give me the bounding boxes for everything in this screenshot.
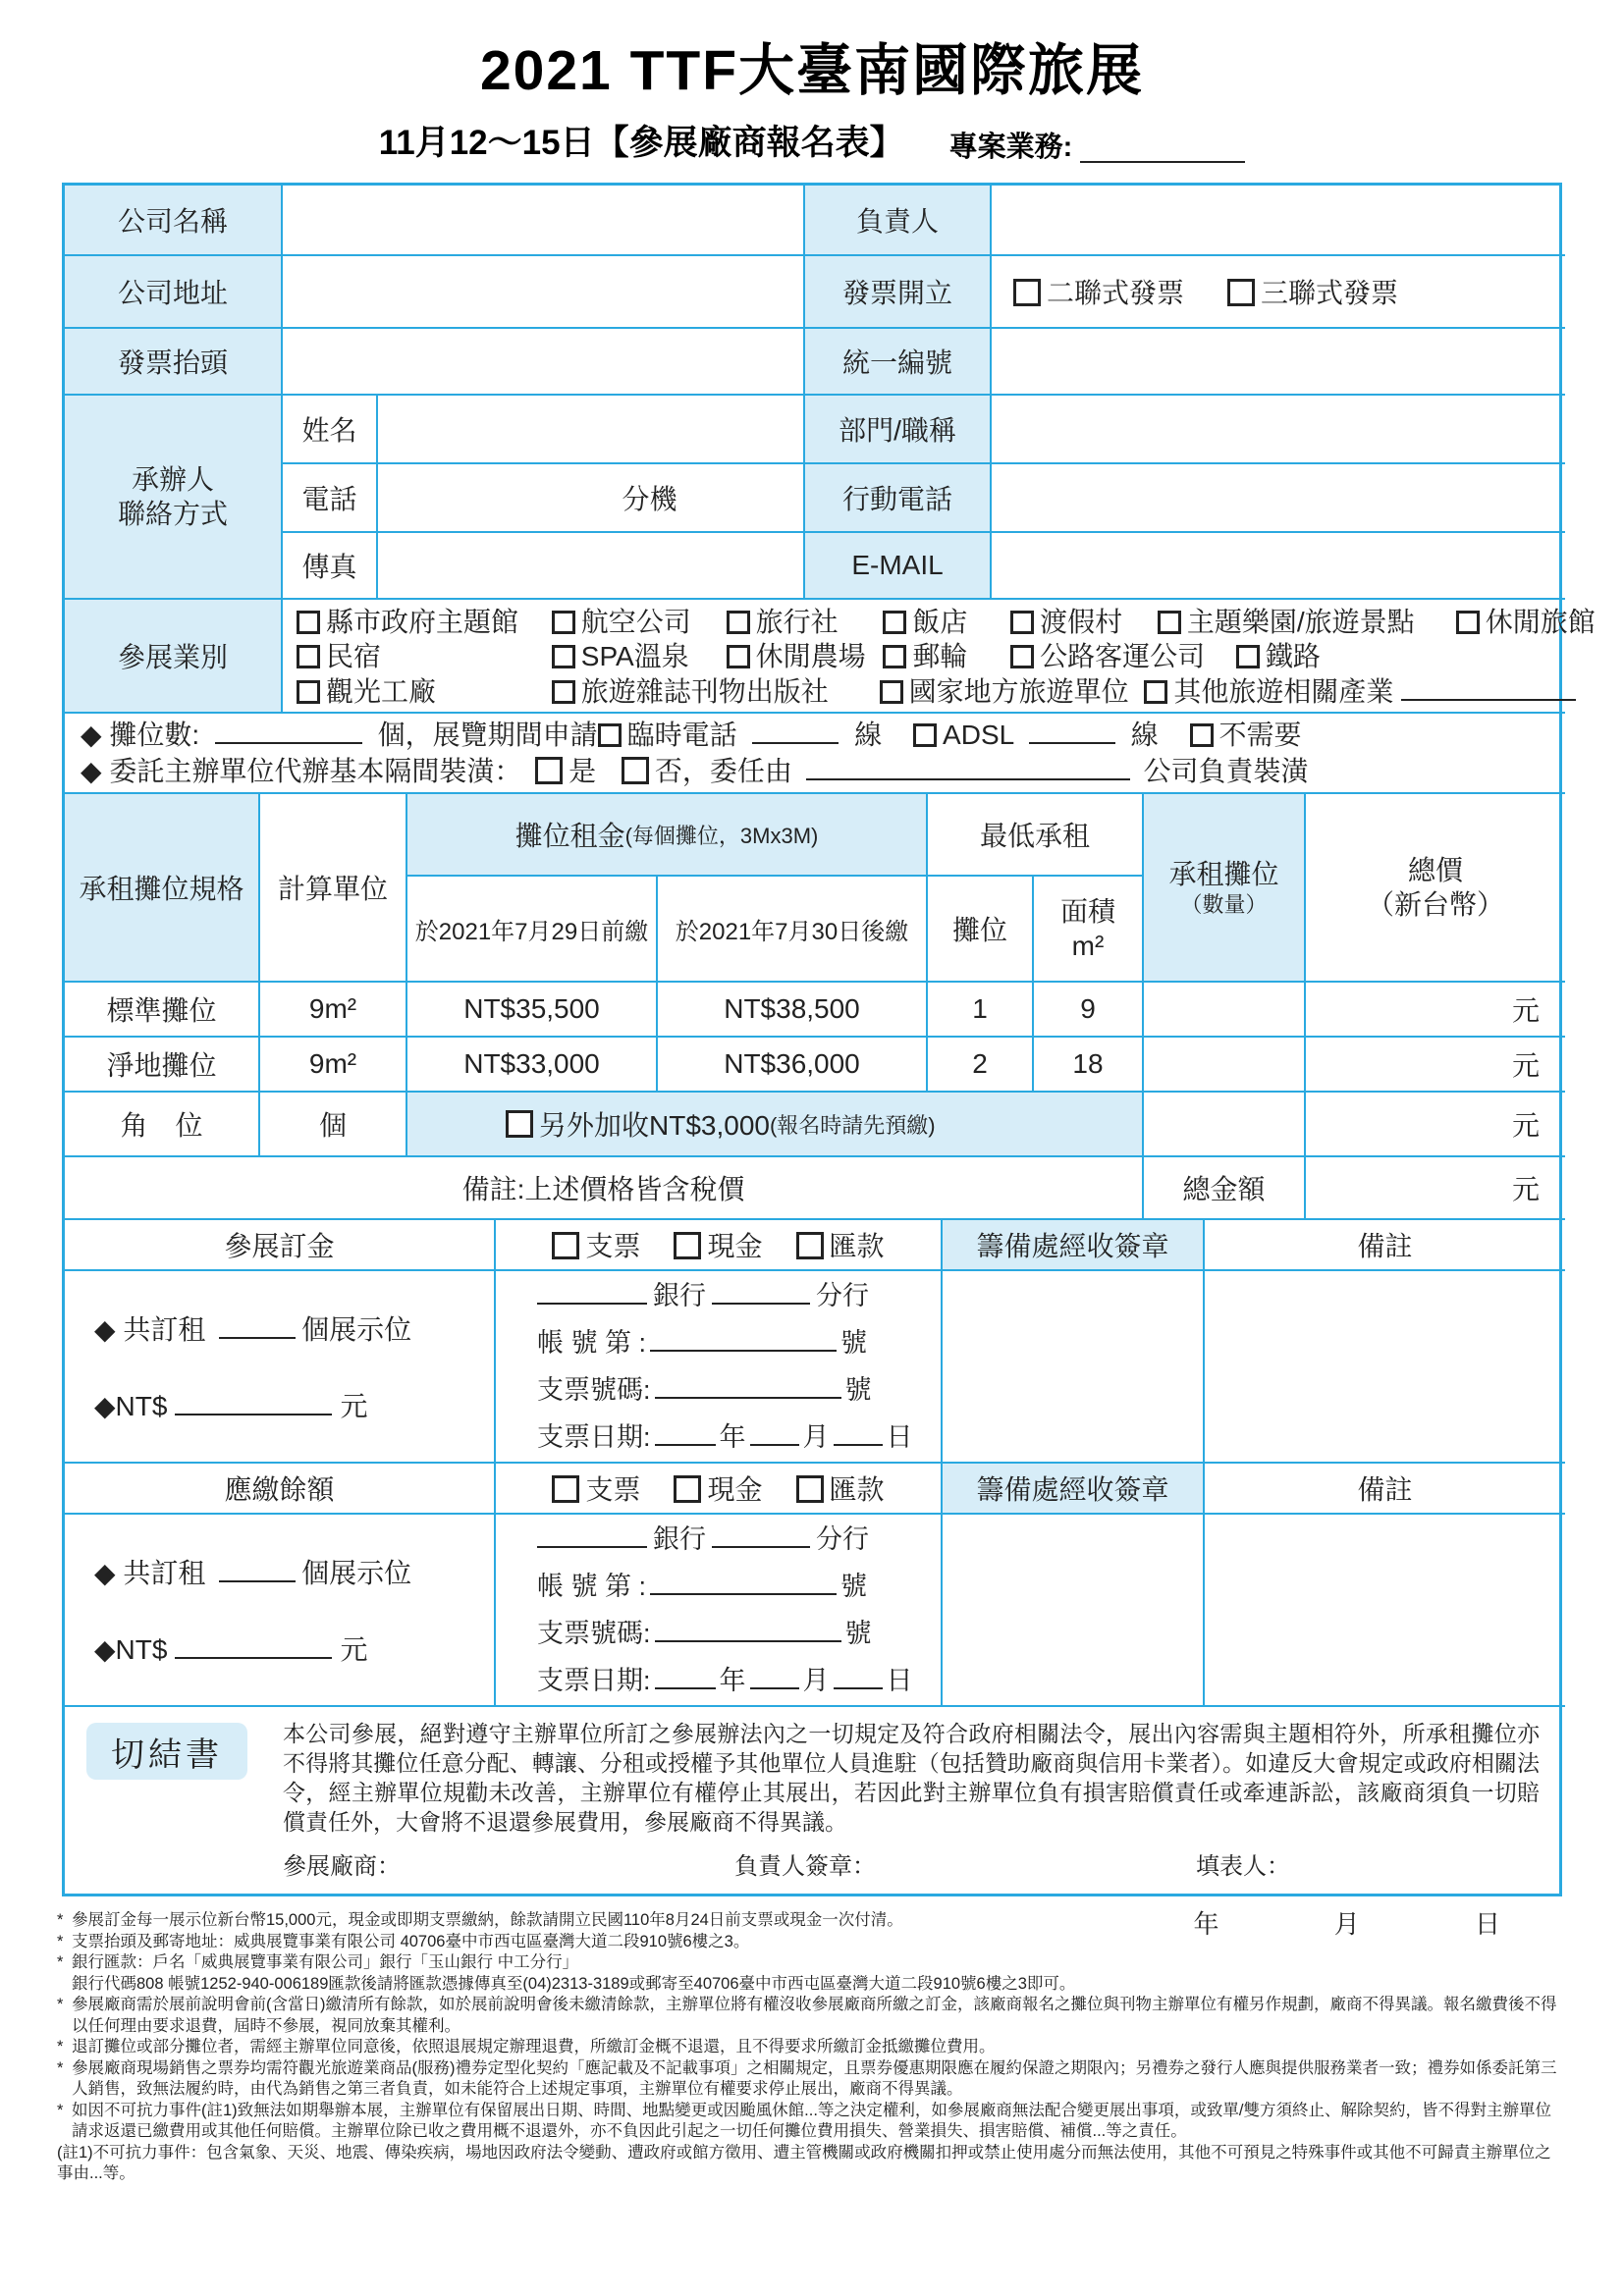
note-line: (註1)不可抗力事件：包含氣象、天災、地震、傳染疾病，場地因政府法令變動、遭政府或館方徵用、遭主管機關或政府機關扣押或禁止使用處分而無法使用，其他不可預見之特殊事件或其他不可歸責主辦單位之事由...等。 (57, 2143, 1551, 2182)
account-number-blank[interactable] (650, 1569, 837, 1595)
deposit-booth-count-blank[interactable] (219, 1311, 296, 1339)
check-year-blank[interactable] (655, 1419, 716, 1446)
industry-checkbox[interactable] (1456, 611, 1480, 634)
note-line: * 銀行匯款：戶名「威典展覽事業有限公司」銀行「玉山銀行 中工分行」 (57, 1953, 579, 1971)
pledge-signatures (283, 1846, 1540, 1881)
row-spec: 標準攤位 (65, 981, 258, 1036)
industry-section (65, 598, 1596, 712)
no-need-checkbox[interactable] (1190, 723, 1214, 747)
industry-checkbox[interactable] (552, 645, 575, 668)
branch-name-blank[interactable] (712, 1278, 810, 1305)
company-address-label: 公司地址 (65, 254, 281, 327)
industry-checkbox[interactable] (1236, 645, 1260, 668)
remit-method-checkbox[interactable] (796, 1475, 824, 1503)
corner-unit: 個 (258, 1091, 406, 1155)
note-line: * 參展訂金每一展示位新台幣15,000元，現金或即期支票繳納，餘款請開立民國110年8月24日前支票或現金一次付清。 (57, 1911, 903, 1929)
company-address-input[interactable] (281, 254, 803, 327)
filler-sign-label[interactable]: 填表人： (1196, 1853, 1290, 1880)
industry-checkbox[interactable] (297, 645, 320, 668)
deposit-sign-area[interactable] (941, 1269, 1203, 1462)
note-line: 銀行代碼808 帳號1252-940-006189匯款後請將匯款憑據傳真至(04)2313-3189或郵寄至40706臺中市西屯區臺灣大道二段910號6樓之3即可。 (72, 1974, 1076, 1993)
late-pay-header: 於2021年7月30日後繳 (656, 875, 926, 981)
check-number-blank[interactable] (655, 1372, 841, 1399)
bank-name-blank[interactable] (537, 1278, 647, 1305)
check-method-checkbox[interactable] (552, 1232, 579, 1259)
deposit-title: 參展訂金 (65, 1218, 494, 1269)
area-col-header: 面積 m² (1032, 875, 1142, 981)
check-day-blank[interactable] (834, 1419, 883, 1446)
delegate-company-blank[interactable] (806, 753, 1130, 780)
note-line: * 退訂攤位或部分攤位者，需經主辦單位同意後，依照退展規定辦理退費，所繳訂金概不退還，且不得要求所繳訂金抵繳攤位費用。 (57, 2038, 996, 2056)
early-pay-header: 於2021年7月29日前繳 (406, 875, 656, 981)
owner-input[interactable] (990, 186, 1565, 254)
row-min-booth: 1 (926, 981, 1032, 1036)
industry-checkbox[interactable] (1010, 645, 1034, 668)
industry-checkbox[interactable] (552, 680, 575, 704)
balance-amount-blank[interactable] (175, 1631, 332, 1659)
owner-label: 負責人 (803, 186, 990, 254)
note-line: * 支票抬頭及郵寄地址：威典展覽事業有限公司 40706臺中市西屯區臺灣大道二段910號6樓之3。 (57, 1932, 750, 1950)
agent-field (949, 125, 1246, 165)
industry-checkbox[interactable] (552, 611, 575, 634)
owner-sign-label[interactable]: 負責人簽章： (734, 1853, 876, 1880)
tax-id-input[interactable] (990, 327, 1565, 394)
pledge-label: 切結書 (86, 1723, 247, 1780)
booth-count-section (65, 712, 1559, 792)
rental-table (65, 792, 1559, 1218)
mobile-label: 行動電話 (803, 462, 990, 531)
industry-checkbox[interactable] (297, 611, 320, 634)
phone-label: 電話 (281, 462, 376, 531)
remit-method-checkbox[interactable] (796, 1232, 824, 1259)
min-rent-header: 最低承租 (926, 792, 1142, 875)
corner-spec: 角 位 (65, 1091, 258, 1155)
row-unit: 9m² (258, 1036, 406, 1091)
partition-yes-checkbox[interactable] (535, 757, 563, 784)
contact-group-label: 承辦人 聯絡方式 (65, 394, 281, 598)
qty-header: 承租攤位 （數量） (1142, 792, 1304, 981)
check-day-blank[interactable] (834, 1663, 883, 1689)
agent-label: 專案業務: (948, 132, 1073, 163)
temp-phone-lines-blank[interactable] (752, 717, 839, 744)
tax-id-label: 統一編號 (803, 327, 990, 394)
industry-checkbox[interactable] (727, 645, 750, 668)
subtitle-row (0, 116, 1624, 165)
industry-checkbox[interactable] (1144, 680, 1167, 704)
email-label: E-MAIL (803, 531, 990, 598)
partition-no-checkbox[interactable] (622, 757, 649, 784)
row-qty-input[interactable] (1142, 981, 1304, 1036)
branch-name-blank[interactable] (712, 1522, 810, 1548)
fax-label: 傳真 (281, 531, 376, 598)
deposit-summary: ◆ 共訂租 個展示位 ◆NT$ 元 (65, 1269, 494, 1462)
balance-bank-detail: 銀行 分行 帳 號 第 : 號 支票號碼: 號 支票日期: 年 月 日 (494, 1513, 941, 1705)
office-sign-header: 籌備處經收簽章 (941, 1462, 1203, 1513)
dept-label: 部門/職稱 (803, 394, 990, 462)
note-line: * 參展廠商現場銷售之票券均需符觀光旅遊業商品(服務)禮券定型化契約「應記載及不記載事項」之相關規定，且票券優惠期限應在履約保證之期限內；另禮券之發行人應與提供服務業者一致；禮券如係委託第三人銷售，致無法履約時，由代為銷售之第三者負責，如未能符合上述規定事項，主辦單位有權要求停止展出，廠商不得異議。 (57, 2058, 1557, 2098)
industry-checkbox[interactable] (883, 645, 906, 668)
booth-col-header: 攤位 (926, 875, 1032, 981)
check-month-blank[interactable] (750, 1419, 799, 1446)
industry-label: 參展業別 (65, 598, 281, 712)
deposit-bank-detail: 銀行 分行 帳 號 第 : 號 支票號碼: 號 支票日期: 年 月 日 (494, 1269, 941, 1462)
price-remark: 備註:上述價格皆含稅價 (65, 1155, 1142, 1218)
balance-section (65, 1462, 1559, 1705)
invoice-open-label: 發票開立 (803, 254, 990, 327)
grand-total-input[interactable]: 元 (1304, 1155, 1565, 1218)
contact-name-label: 姓名 (281, 394, 376, 462)
office-sign-header: 籌備處經收簽章 (941, 1218, 1203, 1269)
ext-label: 分機 (622, 484, 677, 514)
invoice2-option: 二聯式發票 (1013, 272, 1184, 311)
row-early-price: NT$33,000 (406, 1036, 656, 1091)
remark-header: 備註 (1203, 1218, 1565, 1269)
industry-checkbox[interactable] (727, 611, 750, 634)
booth-count-line: ◆ 攤位數: 個，展覽期間申請 臨時電話 線 ADSL 線 不需要 (81, 717, 1302, 753)
corner-surcharge: 另外加收NT$3,000 (報名時請先預繳) (406, 1091, 1142, 1155)
bank-name-blank[interactable] (537, 1522, 647, 1548)
company-name-input[interactable] (281, 186, 803, 254)
footer-notes (57, 1910, 1567, 2185)
invoice-title-input[interactable] (281, 327, 803, 394)
contact-name-input[interactable] (376, 394, 803, 462)
row-qty-input[interactable] (1142, 1036, 1304, 1091)
invoice3-option: 三聯式發票 (1227, 272, 1398, 311)
balance-summary: ◆ 共訂租 個展示位 ◆NT$ 元 (65, 1513, 494, 1705)
note-line: * 參展廠商需於展前說明會前(含當日)繳清所有餘款，如於展前說明會後未繳清餘款，主辦單位將有權沒收參展廠商所繳之訂金，該廠商報名之攤位與刊物主辦單位有權另作規劃，廠商不得異議。報名繳費後不得以任何理由要求退費，屆時不參展，視同放棄其權利。 (57, 1996, 1557, 2035)
agent-blank[interactable] (1080, 134, 1245, 163)
invoice-type-options (990, 254, 1565, 327)
deposit-methods: 支票 現金 匯款 (494, 1218, 941, 1269)
row-late-price: NT$36,000 (656, 1036, 926, 1091)
corner-total-input[interactable]: 元 (1304, 1091, 1565, 1155)
account-number-blank[interactable] (650, 1325, 837, 1352)
industry-options (281, 598, 1596, 712)
temp-phone-checkbox[interactable] (598, 723, 622, 747)
invoice2-checkbox[interactable] (1013, 279, 1041, 306)
industry-row-2: 民宿 SPA溫泉 休閒農場 郵輪 公路客運公司 鐵路 (297, 639, 1321, 673)
corner-surcharge-checkbox[interactable] (506, 1110, 533, 1138)
remark-header: 備註 (1203, 1462, 1565, 1513)
booth-count-blank[interactable] (215, 717, 362, 744)
row-spec: 淨地攤位 (65, 1036, 258, 1091)
industry-checkbox[interactable] (1158, 611, 1181, 634)
check-number-blank[interactable] (655, 1616, 841, 1642)
balance-booth-count-blank[interactable] (219, 1555, 296, 1582)
deposit-amount-blank[interactable] (175, 1388, 332, 1415)
unit-header: 計算單位 (258, 792, 406, 981)
balance-remark-area[interactable] (1203, 1513, 1565, 1705)
adsl-lines-blank[interactable] (1029, 717, 1115, 744)
partition-line: ◆ 委託主辦單位代辦基本隔間裝潢： 是 否，委任由 公司負責裝潢 (81, 753, 1309, 789)
fax-input[interactable] (376, 531, 803, 598)
industry-row-1: 縣市政府主題館 航空公司 旅行社 飯店 渡假村 主題樂園/旅遊景點 休閒旅館 (297, 605, 1596, 639)
industry-checkbox[interactable] (880, 680, 903, 704)
spec-header: 承租攤位規格 (65, 792, 258, 981)
balance-methods: 支票 現金 匯款 (494, 1462, 941, 1513)
dept-input[interactable] (990, 394, 1565, 462)
industry-row-3: 觀光工廠 旅遊雜誌刊物出版社 國家地方旅遊單位 其他旅遊相關產業 (297, 673, 1576, 708)
company-name-label: 公司名稱 (65, 186, 281, 254)
row-total-input[interactable]: 元 (1304, 1036, 1565, 1091)
email-input[interactable] (990, 531, 1565, 598)
industry-checkbox[interactable] (883, 611, 906, 634)
adsl-checkbox[interactable] (913, 723, 937, 747)
deposit-remark-area[interactable] (1203, 1269, 1565, 1462)
row-unit: 9m² (258, 981, 406, 1036)
balance-sign-area[interactable] (941, 1513, 1203, 1705)
row-min-area: 9 (1032, 981, 1142, 1036)
row-min-booth: 2 (926, 1036, 1032, 1091)
total-header: 總價 （新台幣） (1304, 792, 1565, 981)
check-method-checkbox[interactable] (552, 1475, 579, 1503)
balance-title: 應繳餘額 (65, 1462, 494, 1513)
invoice3-checkbox[interactable] (1227, 279, 1255, 306)
mobile-input[interactable] (990, 462, 1565, 531)
industry-checkbox[interactable] (1010, 611, 1034, 634)
cash-method-checkbox[interactable] (674, 1232, 701, 1259)
industry-checkbox[interactable] (297, 680, 320, 704)
corner-qty-input[interactable] (1142, 1091, 1304, 1155)
check-year-blank[interactable] (655, 1663, 716, 1689)
cash-method-checkbox[interactable] (674, 1475, 701, 1503)
vendor-sign-label[interactable]: 參展廠商： (283, 1853, 401, 1880)
row-late-price: NT$38,500 (656, 981, 926, 1036)
form-subtitle: 11月12～15日【參展廠商報名表】 (378, 124, 904, 162)
row-early-price: NT$35,500 (406, 981, 656, 1036)
row-min-area: 18 (1032, 1036, 1142, 1091)
phone-input[interactable] (376, 462, 803, 531)
invoice-title-label: 發票抬頭 (65, 327, 281, 394)
check-month-blank[interactable] (750, 1663, 799, 1689)
company-info-section (65, 186, 1559, 598)
row-total-input[interactable]: 元 (1304, 981, 1565, 1036)
industry-other-blank[interactable] (1401, 673, 1576, 701)
deposit-section (65, 1218, 1559, 1462)
note-line: * 如因不可抗力事件(註1)致無法如期舉辦本展，主辦單位有保留展出日期、時間、地點變更或因颱風休館...等之決定權利，如參展廠商無法配合變更展出事項，或致單/雙方須終止、解除契約，皆不得對主辦單位請求返還已繳費用或其他任何賠償。主辦單位除已收之費用概不退還外，亦不負因此引起之一切任何攤位費用損失、營業損失、損害賠償、補償...等之責任。 (57, 2101, 1552, 2140)
pledge-date: 年 月 日 (1193, 1909, 1500, 1939)
page-title: 2021 TTF大臺南國際旅展 (479, 39, 1145, 102)
pledge-body: 本公司參展，絕對遵守主辦單位所訂之參展辦法內之一切規定及符合政府相關法令，展出內容需與主題相符外，所承租攤位亦不得將其攤位任意分配、轉讓、分租或授權予其他單位人員進駐（包括贊助廠商與信用卡業者）。如違反大會規定或政府相關法令，經主辦單位規勸未改善，主辦單位有權停止其展出，若因此對主辦單位負有損害賠償責任或牽連訴訟，該廠商須負一切賠償責任外，大會將不退還參展費用，參展廠商不得異議。 (283, 1721, 1540, 1835)
grand-total-label: 總金額 (1142, 1155, 1304, 1218)
rent-header: 攤位租金 (每個攤位，3Mx3M) (406, 792, 926, 875)
